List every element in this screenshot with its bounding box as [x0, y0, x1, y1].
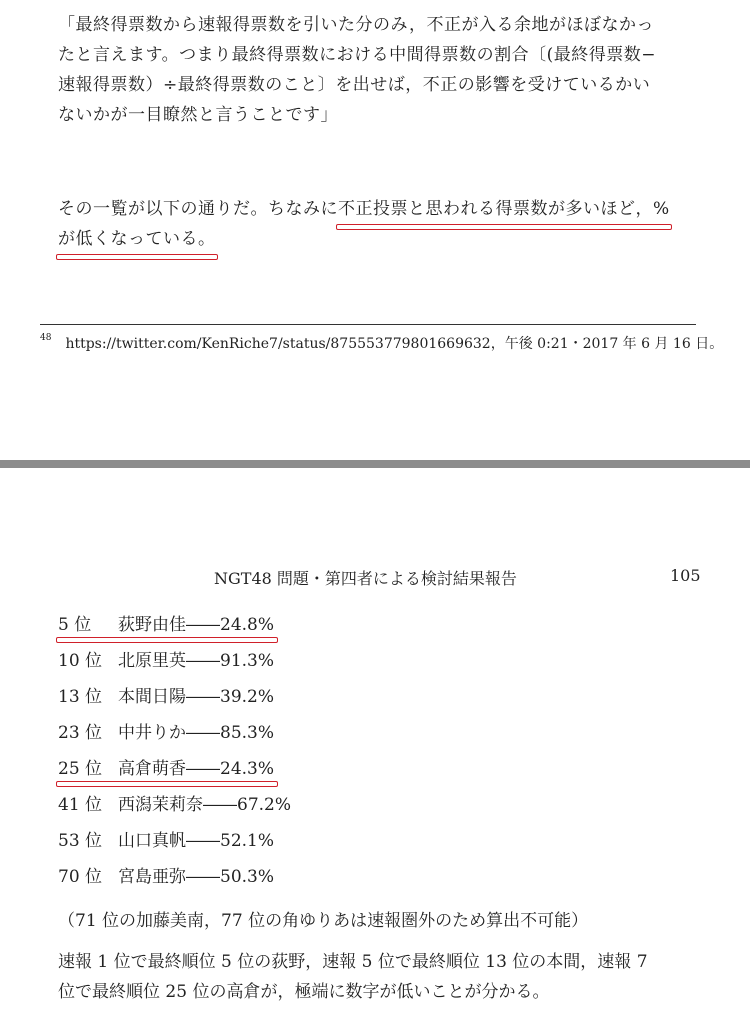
note: （71 位の加藤美南，77 位の角ゆりあは速報圏外のため算出不可能） [58, 911, 589, 931]
rank-position: 70 位 [58, 867, 103, 887]
rank-entry: 宮島亜弥――50.3% [118, 867, 275, 887]
rank-position: 53 位 [58, 831, 103, 851]
rank-position: 25 位 [58, 759, 103, 779]
rank-position: 13 位 [58, 687, 103, 707]
page-divider [0, 460, 750, 468]
quote-paragraph [58, 10, 698, 130]
page-number: 105 [670, 566, 701, 585]
rank-row [58, 684, 291, 720]
quote-line: たと言えます。つまり最終得票数における中間得票数の割合〔(最終得票数− [58, 45, 657, 65]
conclusion-line: 位で最終順位 25 位の高倉が，極端に数字が低いことが分かる。 [58, 982, 550, 1002]
header-title: NGT48 問題・第四者による検討結果報告 [214, 569, 517, 588]
quote-line: ないかが一目瞭然と言うことです」 [58, 105, 338, 125]
summary-text: その一覧が以下の通りだ。ちなみに [58, 199, 338, 219]
rank-row [58, 756, 291, 792]
footnote-rule [40, 324, 696, 325]
rank-row [58, 792, 291, 828]
top-page [0, 0, 750, 460]
quote-line: 「最終得票数から速報得票数を引いた分のみ，不正が入る余地がほぼなかっ [58, 15, 655, 35]
rank-entry: 高倉萌香――24.3% [118, 759, 275, 779]
rank-position: 41 位 [58, 795, 103, 815]
rank-position: 23 位 [58, 723, 103, 743]
footnote-text: https://twitter.com/KenRiche7/status/875553779801669632，午後 0:21・2017 年 6 月 16 日。 [65, 336, 724, 352]
rank-row [58, 648, 291, 684]
rank-entry: 北原里英――91.3% [118, 651, 275, 671]
footnote-number: 48 [40, 333, 52, 343]
conclusion-paragraph [58, 946, 708, 1006]
rank-row [58, 720, 291, 756]
rank-position: 10 位 [58, 651, 103, 671]
rank-entry: 荻野由佳――24.8% [118, 615, 275, 635]
rank-entry: 中井りか――85.3% [118, 723, 275, 743]
summary-paragraph [58, 194, 698, 254]
rank-position: 5 位 [58, 615, 92, 635]
rank-row [58, 828, 291, 864]
rank-row [58, 612, 291, 648]
red-underline-highlight: が低くなっている。 [58, 224, 216, 254]
rank-row [58, 864, 291, 900]
red-underline-highlight: 不正投票と思われる得票数が多いほど，% [338, 194, 670, 224]
rank-entry: 山口真帆――52.1% [118, 831, 275, 851]
summary-line [58, 194, 698, 224]
quote-line: 速報得票数）÷最終得票数のこと〕を出せば，不正の影響を受けているかい [58, 75, 651, 95]
rank-entry: 西潟茉莉奈――67.2% [118, 795, 292, 815]
rank-list [58, 612, 291, 900]
conclusion-line: 速報 1 位で最終順位 5 位の荻野，速報 5 位で最終順位 13 位の本間，速報 7 [58, 952, 648, 972]
rank-entry: 本間日陽――39.2% [118, 687, 275, 707]
footnote [40, 333, 723, 353]
